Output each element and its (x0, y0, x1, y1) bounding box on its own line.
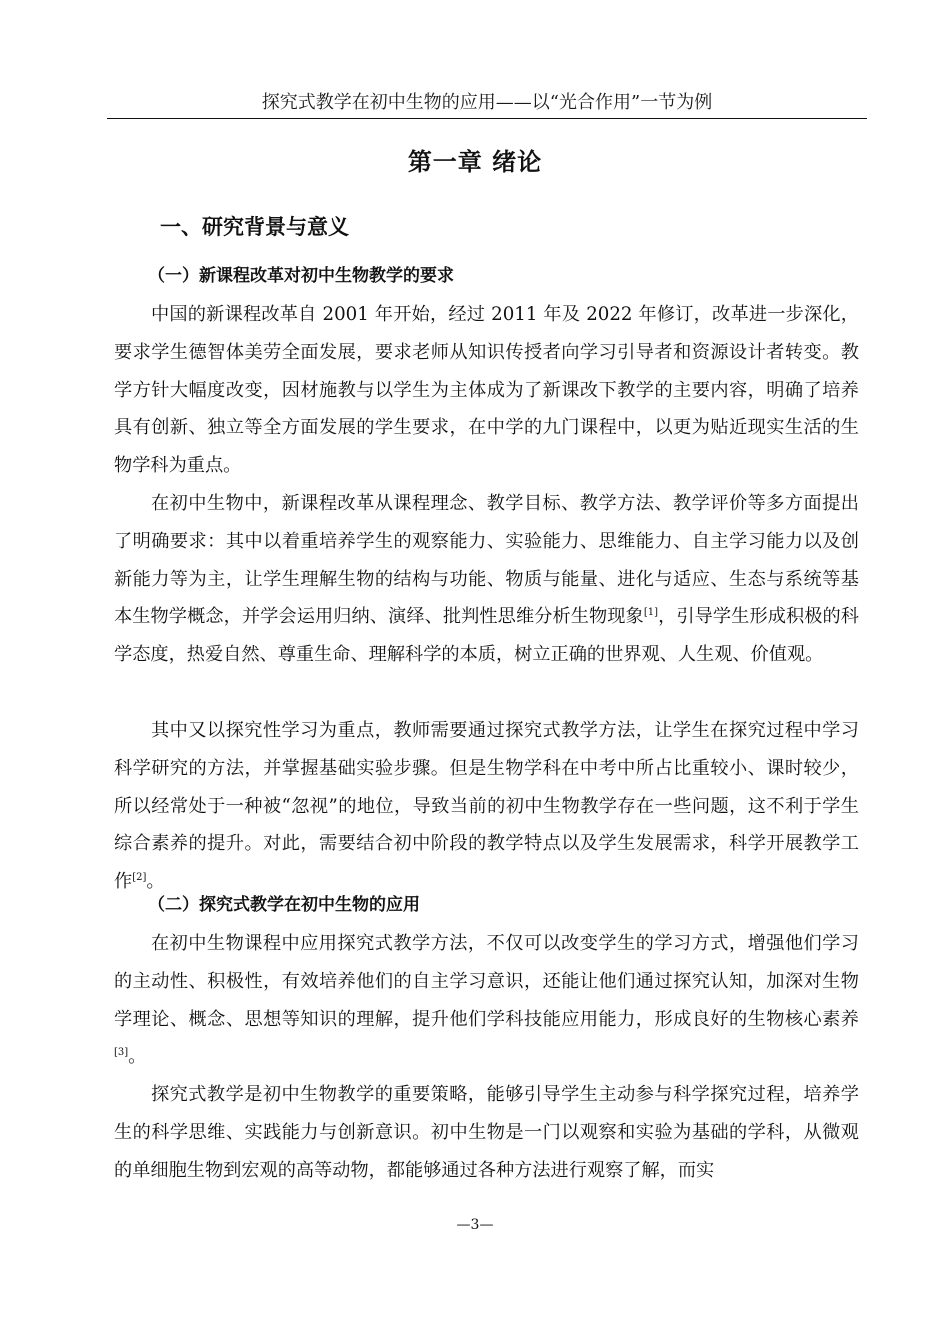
citation-marker: [3] (114, 1047, 129, 1059)
paragraph (114, 712, 859, 901)
page-number: —3— (456, 1217, 494, 1233)
paragraph-text: 。 (128, 1046, 147, 1068)
paragraph-text: 。 (146, 871, 165, 893)
paragraph-text: 其中又以探究性学习为重点，教师需要通过探究式教学方法，让学生在探究过程中学习科学研究的方法，并掌握基础实验步骤。但是生物学科在中考中所占比重较小、课时较少，所以经常处于一种被“忽视”的地位，导致当前的初中生物教学存在一些问题，这不利于学生综合素养的提升。对此，需要结合初中阶段的教学特点以及学生发展需求，科学开展教学工作 (114, 720, 859, 893)
paragraph-text: 中国的新课程改革自 2001 年开始，经过 2011 年及 2022 年修订，改革进一步深化，要求学生德智体美劳全面发展，要求老师从知识传授者向学习引导者和资源设计者转变。教学方针大幅度改变，因材施教与以学生为主体成为了新课改下教学的主要内容，明确了培养具有创新、独立等全方面发展的学生要求，在中学的九门课程中，以更为贴近现实生活的生物学科为重点。 (114, 304, 859, 477)
header-rule (107, 118, 867, 119)
subsection-heading-1: （一）新课程改革对初中生物教学的要求 (148, 266, 454, 286)
paragraph-text: 在初中生物课程中应用探究式教学方法，不仅可以改变学生的学习方式，增强他们学习的主动性、积极性，有效培养他们的自主学习意识，还能让他们通过探究认知，加深对生物学理论、概念、思想等知识的理解，提升他们学科技能应用能力，形成良好的生物核心素养 (114, 933, 859, 1030)
subsection-heading-2: （二）探究式教学在初中生物的应用 (148, 895, 420, 915)
section-heading: 一、研究背景与意义 (160, 215, 349, 239)
paragraph-text: 在初中生物中，新课程改革从课程理念、教学目标、教学方法、教学评价等多方面提出了明确要求：其中以着重培养学生的观察能力、实验能力、思维能力、自主学习能力以及创新能力等为主，让学生理解生物的结构与功能、物质与能量、进化与适应、生态与系统等基本生物学概念，并学会运用归纳、演绎、批判性思维分析生物现象 (114, 493, 859, 628)
chapter-title: 第一章 绪论 (407, 148, 543, 176)
paragraph (114, 925, 859, 1076)
citation-marker: [2] (132, 872, 147, 884)
paragraph (114, 1076, 859, 1189)
citation-marker: [1] (643, 607, 659, 619)
paragraph-text: 探究式教学是初中生物教学的重要策略，能够引导学生主动参与科学探究过程，培养学生的科学思维、实践能力与创新意识。初中生物是一门以观察和实验为基础的学科，从微观的单细胞生物到宏观的高等动物，都能够通过各种方法进行观察了解，而实 (114, 1084, 859, 1181)
paragraph (114, 485, 859, 674)
paragraph (114, 296, 859, 485)
running-header: 探究式教学在初中生物的应用——以“光合作用”一节为例 (261, 92, 713, 113)
paragraph-text: ，引导学生形成积极的科学态度，热爱自然、尊重生命、理解科学的本质，树立正确的世界观、人生观、价值观。 (114, 606, 859, 666)
